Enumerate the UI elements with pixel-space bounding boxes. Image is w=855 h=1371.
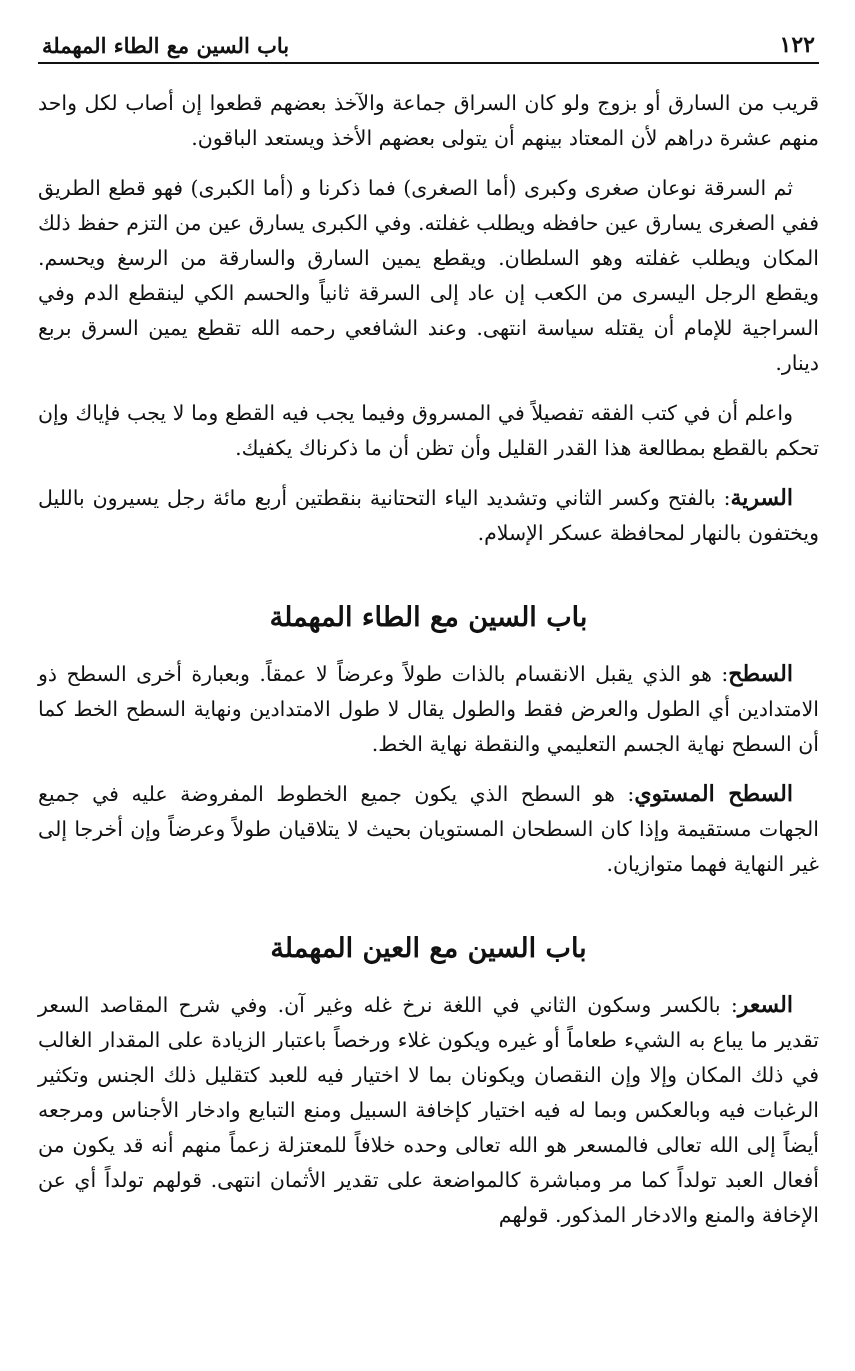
page-content <box>38 64 819 1233</box>
running-title: باب السين مع الطاء المهملة <box>42 33 290 58</box>
section-heading-sin-ain: باب السين مع العين المهملة <box>270 933 587 964</box>
section-heading-sin-ta: باب السين مع الطاء المهملة <box>269 602 588 633</box>
running-header <box>38 28 819 64</box>
paragraph-theft-note: واعلم أن في كتب الفقه تفصيلاً في المسروق وفيما يجب فيه القطع وما لا يجب فإياك وإن تحكم بالقطع بمطالعة هذا القدر القليل وأن تظن أن ما ذكرناك يكفيك. <box>38 401 819 460</box>
paragraph-theft-continuation: قريب من السارق أو بزوج ولو كان السراق جماعة والآخذ بعضهم قطعوا إن أصاب لكل واحد منهم عشرة دراهم لأن المعتاد بينهم أن يتولى بعضهم الأخذ ويستعد الباقون. <box>38 91 819 150</box>
entry-term: السعر <box>737 992 793 1018</box>
entry-term: السرية <box>730 485 793 511</box>
entry-sath-mustawi <box>38 777 819 882</box>
entry-definition: : هو الذي يقبل الانقسام بالذات طولاً وعرضاً لا عمقاً. وبعبارة أخرى السطح ذو الامتدادين أي الطول والعرض فقط والطول يقال لا طول الامتدادين ونهاية السطح الخط كما أن السطح نهاية الجسم التعليمي والنقطة نهاية الخط. <box>38 662 819 756</box>
page-number: ١٢٢ <box>779 32 815 58</box>
entry-sath <box>38 657 819 762</box>
entry-siar <box>38 988 819 1233</box>
entry-term: السطح <box>728 661 793 687</box>
entry-definition: : هو السطح الذي يكون جميع الخطوط المفروضة عليه في جميع الجهات مستقيمة وإذا كان السطحان المستويان بحيث لا يتلاقيان طولاً وعرضاً وإن أخرجا إلى غير النهاية فهما متوازيان. <box>38 782 819 876</box>
entry-definition: : بالفتح وكسر الثاني وتشديد الياء التحتانية بنقطتين أربع مائة رجل يسيرون بالليل ويختفون بالنهار لمحافظة عسكر الإسلام. <box>38 486 819 545</box>
book-page <box>38 28 819 1248</box>
entry-sariyya <box>38 481 819 551</box>
paragraph-theft-types: ثم السرقة نوعان صغرى وكبرى (أما الصغرى) فما ذكرنا و (أما الكبرى) فهو قطع الطريق ففي الصغرى يسارق عين حافظه ويطلب غفلته. وفي الكبرى يسارق عين من التزم حفظ ذلك المكان ويطلب غفلته وهو السلطان. ويقطع يمين السارق والسارقة من الرسغ ويحسم. ويقطع الرجل اليسرى من الكعب إن عاد إلى السرقة ثانياً والحسم الكي لينقطع الدم وفي السراجية للإمام أن يقتله سياسة انتهى. وعند الشافعي رحمه الله تقطع يمين السرق بربع دينار. <box>38 176 819 375</box>
entry-term: السطح المستوي <box>634 781 793 807</box>
entry-definition: : بالكسر وسكون الثاني في اللغة نرخ غله وغير آن. وفي شرح المقاصد السعر تقدير ما يباع به الشيء طعاماً أو غيره ويكون غلاء ورخصاً باعتبار الزيادة على المقدار الغالب في ذلك المكان وإلا وإن النقصان ويكونان بما لا اختيار فيه للعبد كتقليل ذلك الجنس وتكثير الرغبات فيه وبالعكس وبما له فيه اختيار كإخافة السبيل ومنع التبايع وادخار الأجناس ومرجعه أيضاً إلى الله تعالى فالمسعر هو الله تعالى وحده خلافاً للمعتزلة زعماً منهم أنه قد يكون من أفعال العبد تولداً كما مر ومباشرة كالمواضعة على تقدير الأثمان انتهى. قولهم تولداً أي عن الإخافة والمنع والادخار المذكور. قولهم <box>38 993 819 1227</box>
